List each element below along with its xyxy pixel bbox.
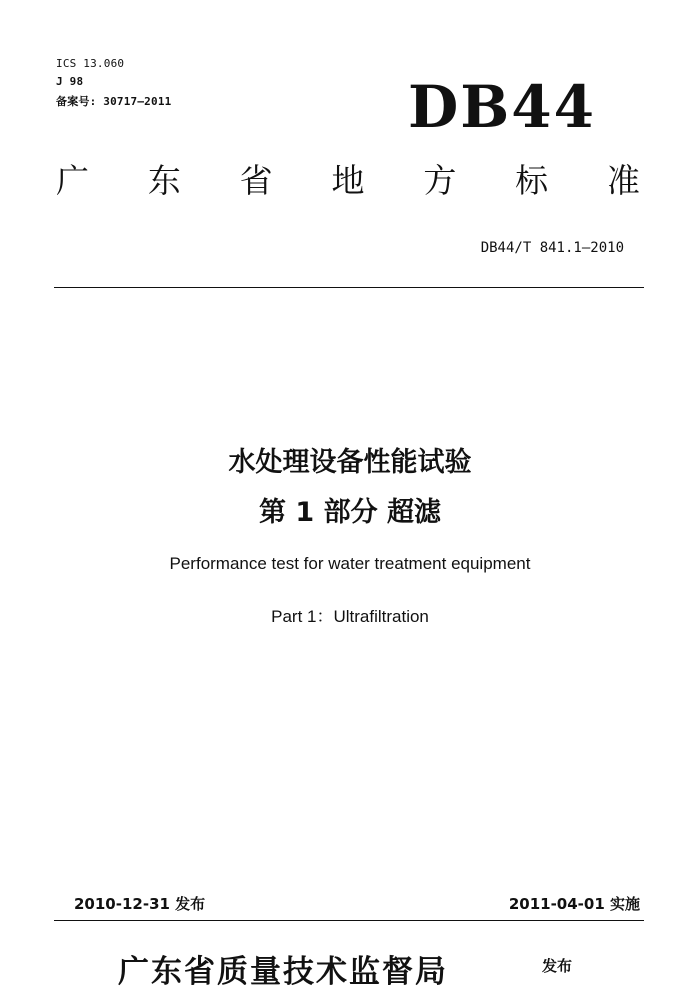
title-chinese-part: 第 1 部分 超滤: [259, 497, 441, 528]
standard-type: [56, 161, 640, 200]
classification-code: J 98: [56, 75, 84, 88]
standard-number: DB44/T 841.1—2010: [480, 240, 624, 256]
standard-type-char: 准: [606, 161, 640, 200]
issuing-authority: 广东省质量技术监督局: [118, 954, 448, 990]
ics-code: ICS 13.060: [56, 57, 125, 70]
record-number: 备案号: 30717—2011: [56, 95, 172, 108]
standard-type-char: 方: [423, 161, 457, 200]
title-english-main: Performance test for water treatment equipment: [169, 554, 531, 573]
standard-type-char: 广: [56, 161, 89, 200]
standard-type-char: 东: [147, 161, 181, 200]
title-chinese-main: 水处理设备性能试验: [228, 447, 472, 478]
standard-type-char: 地: [331, 161, 365, 200]
title-english-part: Part 1：Ultrafiltration: [271, 607, 429, 626]
bottom-divider: [54, 920, 644, 921]
implementation-date: 2011-04-01 实施: [508, 895, 640, 913]
issue-verb: 发布: [542, 957, 573, 975]
standard-code-logo: DB44: [407, 73, 596, 141]
standard-type-char: 标: [515, 161, 549, 200]
standard-type-char: 省: [239, 161, 273, 200]
issue-date: 2010-12-31 发布: [74, 895, 206, 913]
top-divider: [54, 287, 644, 288]
